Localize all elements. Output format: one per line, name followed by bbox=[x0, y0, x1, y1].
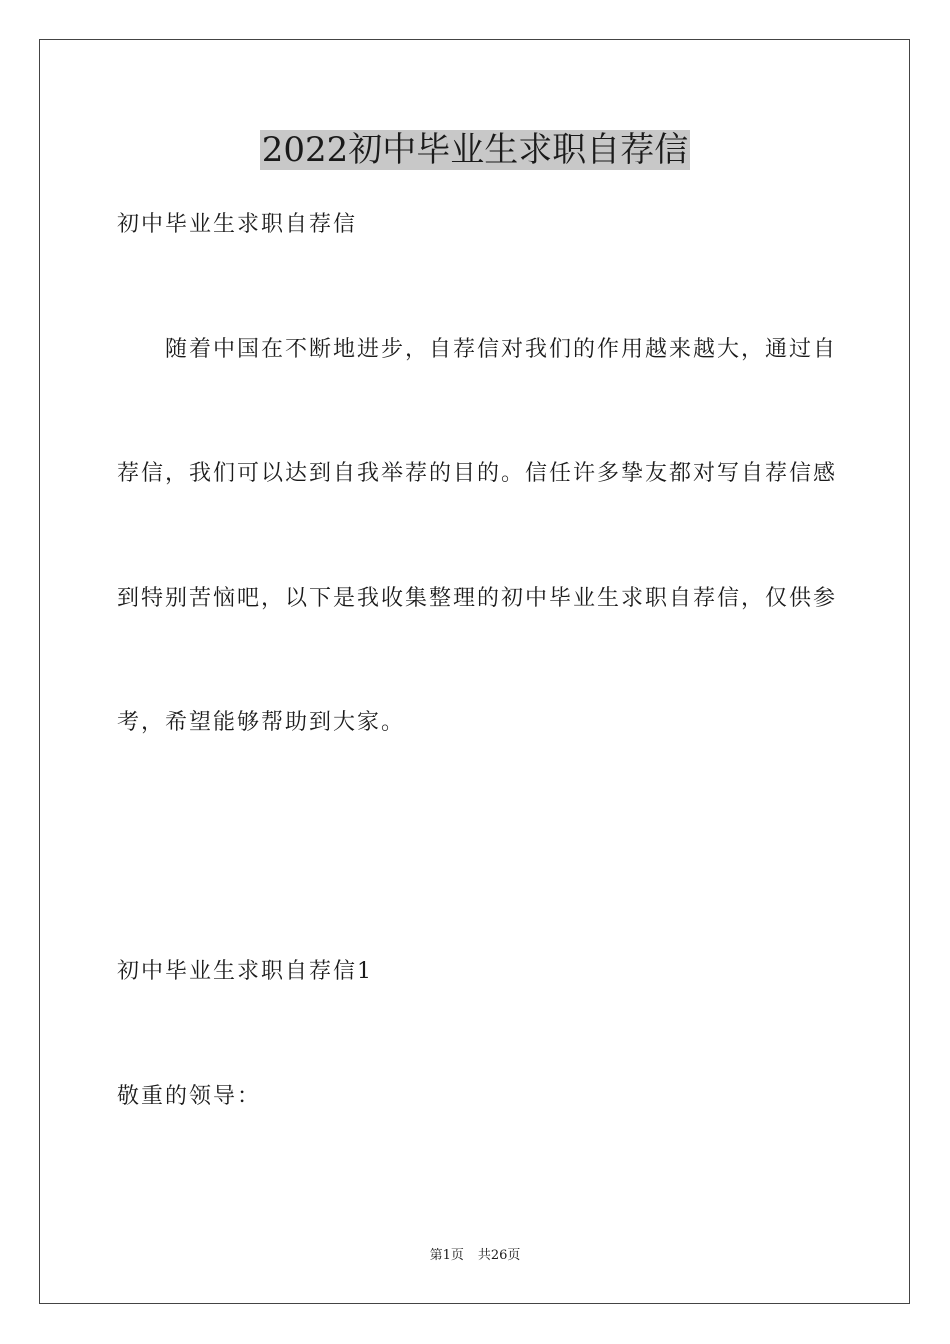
intro-line-4: 考，希望能够帮助到大家。 bbox=[117, 710, 406, 735]
section-heading: 初中毕业生求职自荐信1 bbox=[117, 959, 373, 984]
document-title-text: 2022初中毕业生求职自荐信 bbox=[261, 130, 689, 170]
salutation: 敬重的领导： bbox=[117, 1084, 262, 1109]
document-subtitle: 初中毕业生求职自荐信 bbox=[117, 212, 358, 237]
page-number: 第1页 bbox=[429, 1248, 464, 1263]
intro-line-3: 到特别苦恼吧，以下是我收集整理的初中毕业生求职自荐信，仅供参 bbox=[117, 586, 838, 611]
intro-line-1: 随着中国在不断地进步，自荐信对我们的作用越来越大，通过自 bbox=[165, 337, 838, 362]
page-total: 共26页 bbox=[477, 1248, 521, 1263]
document-title bbox=[0, 128, 950, 172]
intro-line-2: 荐信，我们可以达到自我举荐的目的。信任许多挚友都对写自荐信感 bbox=[117, 461, 838, 486]
page-footer bbox=[0, 1247, 950, 1265]
